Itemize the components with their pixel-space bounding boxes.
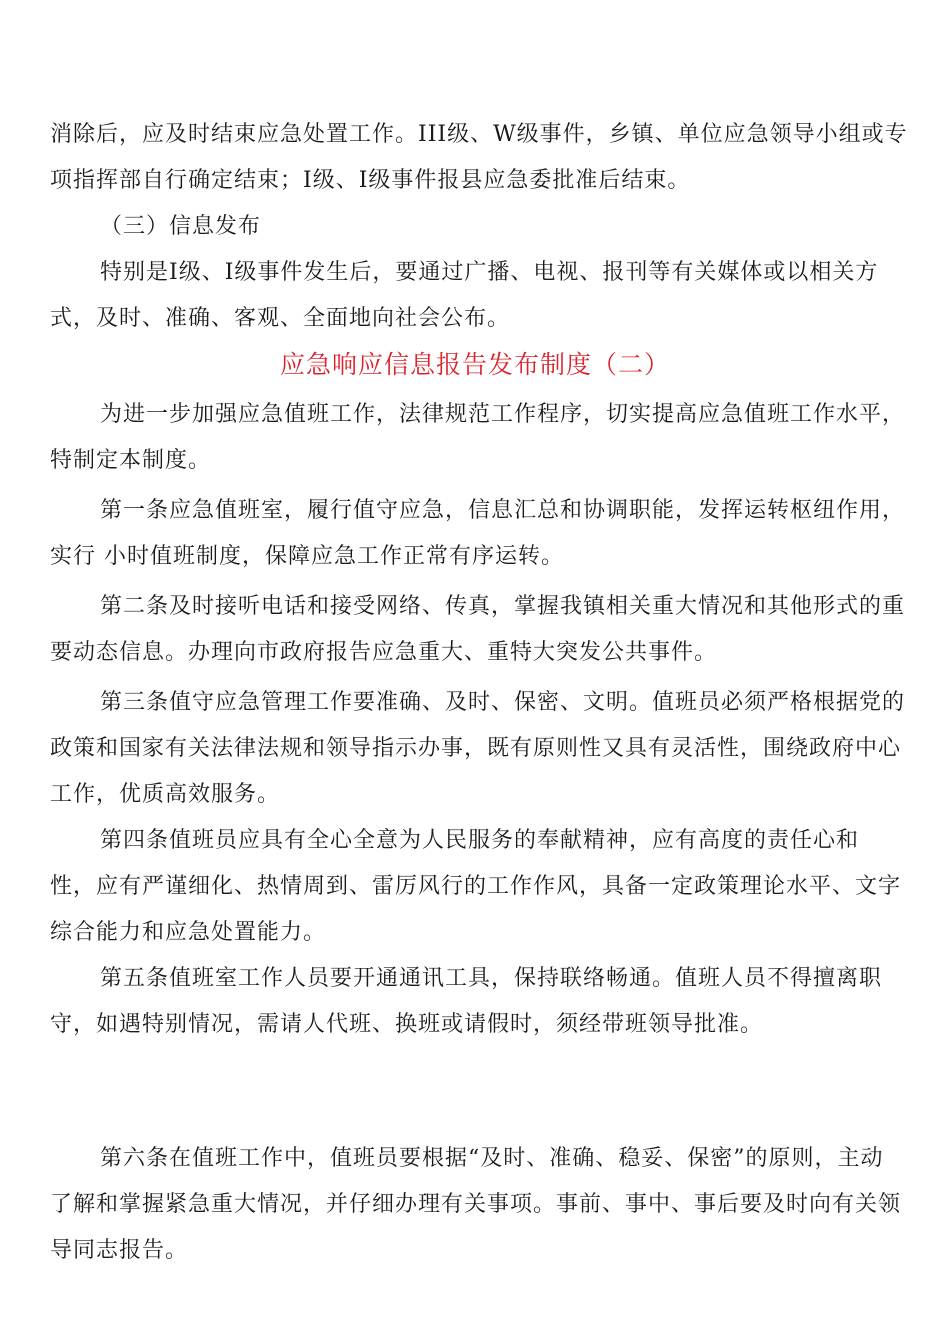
paragraph-article-6 xyxy=(50,1136,900,1274)
text-line: 工作，优质高效服务。 xyxy=(50,782,281,807)
paragraph-article-3 xyxy=(50,680,906,818)
text-line: 政策和国家有关法律法规和领导指示办事，既有原则性又具有灵活性，围绕政府中心 xyxy=(50,736,902,761)
text-line: 综合能力和应急处置能力。 xyxy=(50,920,327,945)
text-line: 守，如遇特别情况，需请人代班、换班或请假时，须经带班领导批准。 xyxy=(50,1012,764,1037)
text-line: 第五条值班室工作人员要开通通讯工具，保持联络畅通。值班人员不得擅离职 xyxy=(100,966,883,991)
text-line: 第一条应急值班室，履行值守应急，信息汇总和协调职能，发挥运转枢纽作用， xyxy=(100,498,906,523)
paragraph-emergency-end xyxy=(50,112,908,204)
paragraph-article-4 xyxy=(50,818,900,956)
text-line: 实行 小时值班制度，保障应急工作正常有序运转。 xyxy=(50,544,564,569)
section-heading-info-release xyxy=(50,204,900,250)
text-line: 了解和掌握紧急重大情况，并仔细办理有关事项。事前、事中、事后要及时向有关领 xyxy=(50,1192,902,1217)
text-line: 第六条在值班工作中，值班员要根据“及时、准确、稳妥、保密”的原则，主动 xyxy=(100,1146,884,1171)
text-line: 特制定本制度。 xyxy=(50,448,212,473)
paragraph-intro xyxy=(50,392,906,484)
paragraph-info-release xyxy=(50,250,900,342)
text-line: 项指挥部自行确定结束；I级、I级事件报县应急委批准后结束。 xyxy=(50,168,691,193)
text-line: 第三条值守应急管理工作要准确、及时、保密、文明。值班员必须严格根据党的 xyxy=(100,690,906,715)
text-line: 为进一步加强应急值班工作，法律规范工作程序，切实提高应急值班工作水平， xyxy=(100,402,906,427)
document-title: 应急响应信息报告发布制度（二） xyxy=(279,350,670,379)
text-line: 消除后，应及时结束应急处置工作。III级、W级事件，乡镇、单位应急领导小组或专 xyxy=(50,122,908,147)
paragraph-article-2 xyxy=(50,584,906,676)
paragraph-article-5 xyxy=(50,956,900,1048)
text-line: （三）信息发布 xyxy=(100,214,262,239)
paragraph-article-1 xyxy=(50,488,906,580)
text-line: 特别是I级、I级事件发生后，要通过广播、电视、报刊等有关媒体或以相关方 xyxy=(100,260,879,285)
text-line: 导同志报告。 xyxy=(50,1238,189,1263)
text-line: 式，及时、准确、客观、全面地向社会公布。 xyxy=(50,306,511,331)
text-line: 第二条及时接听电话和接受网络、传真，掌握我镇相关重大情况和其他形式的重 xyxy=(100,594,906,619)
text-line: 要动态信息。办理向市政府报告应急重大、重特大突发公共事件。 xyxy=(50,640,718,665)
text-line: 性，应有严谨细化、热情周到、雷厉风行的工作作风，具备一定政策理论水平、文字 xyxy=(50,874,902,899)
text-line: 第四条值班员应具有全心全意为人民服务的奉献精神，应有高度的责任心和 xyxy=(100,828,860,853)
